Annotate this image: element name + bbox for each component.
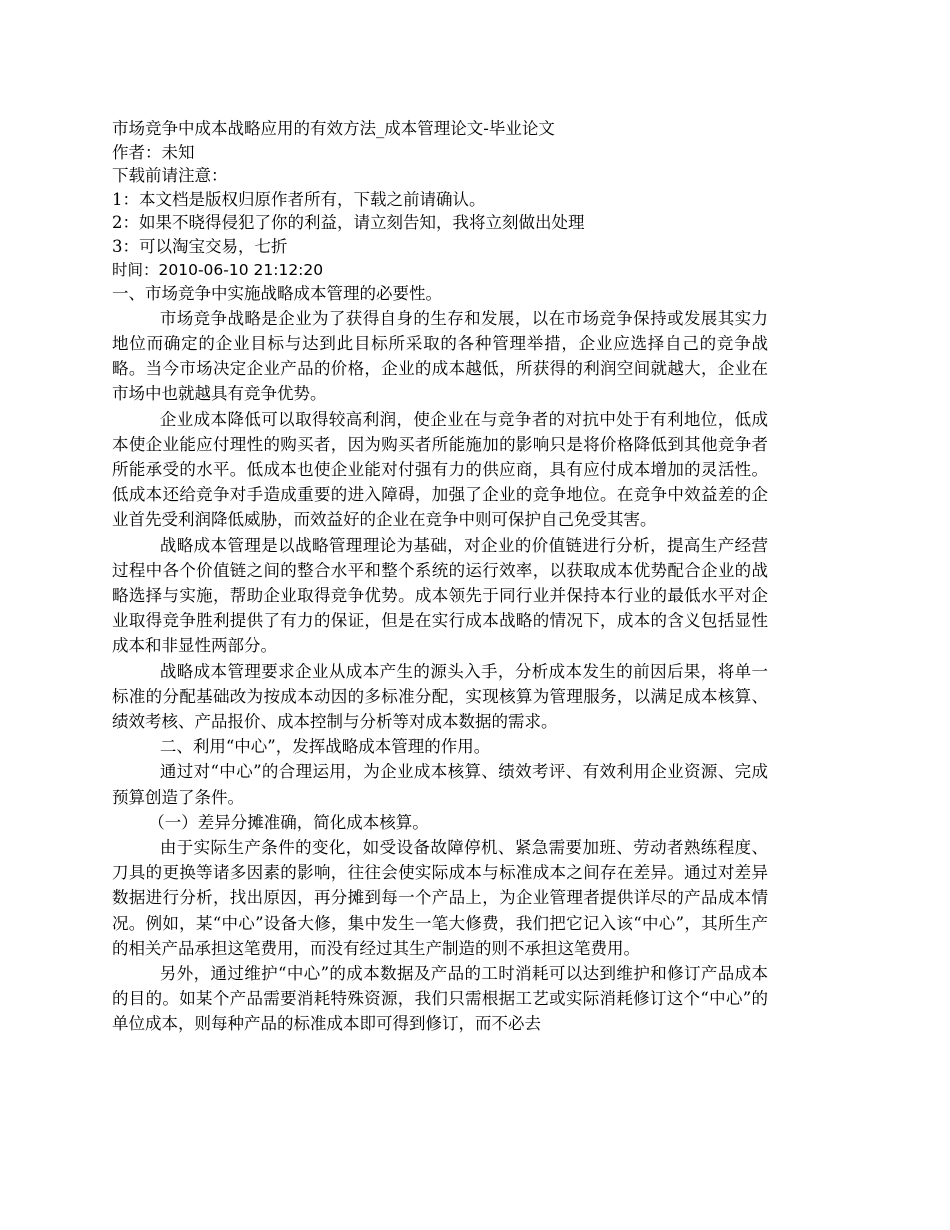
- body-paragraph: 另外，通过维护“中心”的成本数据及产品的工时消耗可以达到维护和修订产品成本的目的。如某个产品需要消耗特殊资源，我们只需根据工艺或实际消耗修订这个“中心”的单位成本，则每种产品的标准成本即可得到修订，而不必去: [112, 964, 768, 1034]
- notice-item: 2：如果不晓得侵犯了你的利益，请立刻告知，我将立刻做出处理: [112, 213, 585, 233]
- timestamp-line: 时间：2010-06-10 21:12:20: [112, 260, 324, 279]
- body-paragraph: 企业成本降低可以取得较高利润，使企业在与竞争者的对抗中处于有利地位，低成本使企业能应付理性的购买者，因为购买者所能施加的影响只是将价格降低到其他竞争者所能承受的水平。低成本也使企业能对付强有力的供应商，具有应付成本增加的灵活性。低成本还给竞争对手造成重要的进入障碍，加强了企业的竞争地位。在竞争中效益差的企业首先受利润降低威胁，而效益好的企业在竞争中则可保护自己免受其害。: [112, 409, 768, 530]
- subsection-heading: （一）差异分摊准确，简化成本核算。: [148, 812, 429, 832]
- section-heading: 二、利用“中心”，发挥战略成本管理的作用。: [159, 737, 491, 757]
- notice-item: 1：本文档是版权归原作者所有，下载之前请确认。: [112, 189, 486, 209]
- document-title: 市场竞争中成本战略应用的有效方法_成本管理论文-毕业论文: [112, 119, 555, 138]
- body-paragraph: 战略成本管理要求企业从成本产生的源头入手，分析成本发生的前因后果，将单一标准的分配基础改为按成本动因的多标准分配，实现核算为管理服务，以满足成本核算、绩效考核、产品报价、成本控制与分析等对成本数据的需求。: [112, 661, 768, 731]
- document-page: [112, 117, 768, 1037]
- body-paragraph: 战略成本管理是以战略管理理论为基础，对企业的价值链进行分析，提高生产经营过程中各个价值链之间的整合水平和整个系统的运行效率，以获取成本优势配合企业的战略选择与实施，帮助企业取得竞争优势。成本领先于同行业并保持本行业的最低水平对企业取得竞争胜利提供了有力的保证，但是在实行成本战略的情况下，成本的含义包括显性成本和非显性两部分。: [112, 535, 768, 656]
- notice-item: 3：可以淘宝交易，七折: [112, 236, 288, 256]
- notice-heading: 下载前请注意：: [112, 166, 228, 186]
- body-paragraph: 通过对“中心”的合理运用，为企业成本核算、绩效考评、有效利用企业资源、完成预算创造了条件。: [112, 762, 768, 807]
- section-heading: 一、市场竞争中实施战略成本管理的必要性。: [112, 284, 442, 304]
- body-paragraph: 市场竞争战略是企业为了获得自身的生存和发展，以在市场竞争保持或发展其实力地位而确定的企业目标与达到此目标所采取的各种管理举措，企业应选择自己的竞争战略。当今市场决定企业产品的价格，企业的成本越低，所获得的利润空间就越大，企业在市场中也就越具有竞争优势。: [112, 308, 768, 404]
- author-line: 作者：未知: [112, 142, 195, 162]
- body-paragraph: 由于实际生产条件的变化，如受设备故障停机、紧急需要加班、劳动者熟练程度、刀具的更换等诸多因素的影响，往往会使实际成本与标准成本之间存在差异。通过对差异数据进行分析，找出原因，再分摊到每一个产品上，为企业管理者提供详尽的产品成本情况。例如，某“中心”设备大修，集中发生一笔大修费，我们把它记入该“中心”，其所生产的相关产品承担这笔费用，而没有经过其生产制造的则不承担这笔费用。: [112, 838, 768, 958]
